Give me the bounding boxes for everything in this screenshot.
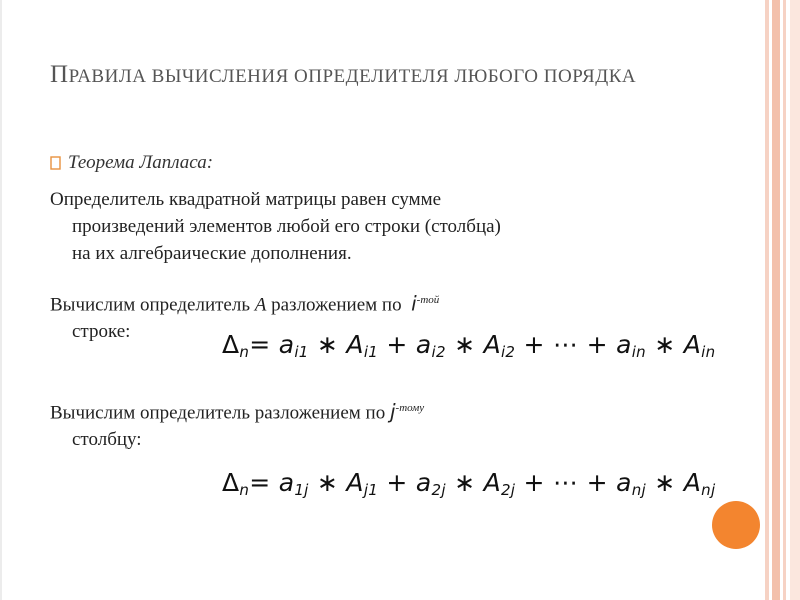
- formula2-t2b: A: [483, 468, 501, 497]
- formula-column: [222, 468, 715, 499]
- formula1-t3b-sub: in: [701, 343, 716, 361]
- formula1-star: ∗: [316, 330, 339, 359]
- para3-j: j: [389, 399, 396, 424]
- formula1-dots: + ⋯ +: [523, 330, 608, 359]
- formula2-t1b: A: [346, 468, 364, 497]
- formula2-eq: =: [249, 468, 271, 497]
- para2-sup: -той: [416, 294, 440, 306]
- formula2-dots: + ⋯ +: [523, 468, 608, 497]
- formula2-t1a: a: [278, 468, 295, 497]
- formula1-t1a-sub: i1: [294, 343, 309, 361]
- formula2-t1b-sub: j1: [363, 481, 379, 499]
- para2-var: A: [254, 294, 267, 316]
- formula2-star: ∗: [454, 468, 476, 497]
- decor-stripe: [765, 0, 769, 600]
- formula1-lhs: Δ: [222, 330, 240, 359]
- formula1-t2a-sub: i2: [431, 343, 446, 361]
- formula2-lhs-sub: n: [239, 481, 250, 499]
- formula2-t1a-sub: 1j: [294, 481, 309, 499]
- title-first-letter: П: [50, 61, 69, 88]
- para2-i: i: [411, 291, 417, 316]
- formula2-star: ∗: [654, 468, 676, 497]
- para3-sup: -тому: [395, 402, 425, 414]
- formula2-t3b-sub: nj: [701, 481, 716, 499]
- formula2-t2b-sub: 2j: [500, 481, 516, 499]
- formula2-t2a: a: [415, 468, 432, 497]
- decor-stripe: [772, 0, 780, 600]
- formula1-t1a: a: [278, 330, 295, 359]
- para2-mid: разложением по: [271, 294, 402, 316]
- formula1-star: ∗: [454, 330, 476, 359]
- para1-line1: Определитель квадратной матрицы равен сумме: [50, 189, 442, 210]
- slide-title: [50, 58, 730, 93]
- decor-stripe: [783, 0, 786, 600]
- formula2-lhs: Δ: [222, 468, 240, 497]
- paragraph-laplace: [50, 186, 740, 267]
- para3-prefix: Вычислим определитель разложением по: [50, 402, 386, 424]
- formula-row: [222, 330, 715, 361]
- para3-line2: столбцу:: [72, 429, 142, 451]
- formula1-plus: +: [386, 330, 408, 359]
- decor-left-border: [0, 0, 2, 600]
- para2-line2: строке:: [72, 321, 131, 343]
- formula2-t2a-sub: 2j: [431, 481, 446, 499]
- orange-circle-decoration: [712, 501, 760, 549]
- bullet-theorem: [50, 152, 213, 174]
- formula1-t2b-sub: i2: [500, 343, 516, 361]
- bullet-icon: [50, 156, 62, 170]
- formula1-star: ∗: [654, 330, 676, 359]
- formula2-t3a: a: [616, 468, 632, 497]
- formula2-star: ∗: [316, 468, 339, 497]
- paragraph-column-expansion: [50, 395, 740, 453]
- formula1-t2b: A: [483, 330, 501, 359]
- formula1-t2a: a: [415, 330, 432, 359]
- para1-line3: на их алгебраические дополнения.: [72, 243, 352, 264]
- formula1-t3a: a: [616, 330, 632, 359]
- formula2-plus: +: [386, 468, 408, 497]
- para2-prefix: Вычислим определитель: [50, 294, 251, 316]
- formula1-eq: =: [249, 330, 271, 359]
- formula1-t3a-sub: in: [631, 343, 646, 361]
- title-rest: РАВИЛА ВЫЧИСЛЕНИЯ ОПРЕДЕЛИТЕЛЯ ЛЮБОГО ПОРЯДКА: [68, 66, 637, 87]
- formula2-t3a-sub: nj: [631, 481, 646, 499]
- para1-line2: произведений элементов любой его строки (столбца): [72, 216, 501, 237]
- theorem-label: Теорема Лапласа:: [68, 152, 214, 173]
- formula1-t3b: A: [683, 330, 702, 359]
- formula1-t1b: A: [346, 330, 364, 359]
- decor-stripe: [790, 0, 800, 600]
- formula1-t1b-sub: i1: [363, 343, 379, 361]
- formula1-lhs-sub: n: [239, 343, 250, 361]
- formula2-t3b: A: [683, 468, 702, 497]
